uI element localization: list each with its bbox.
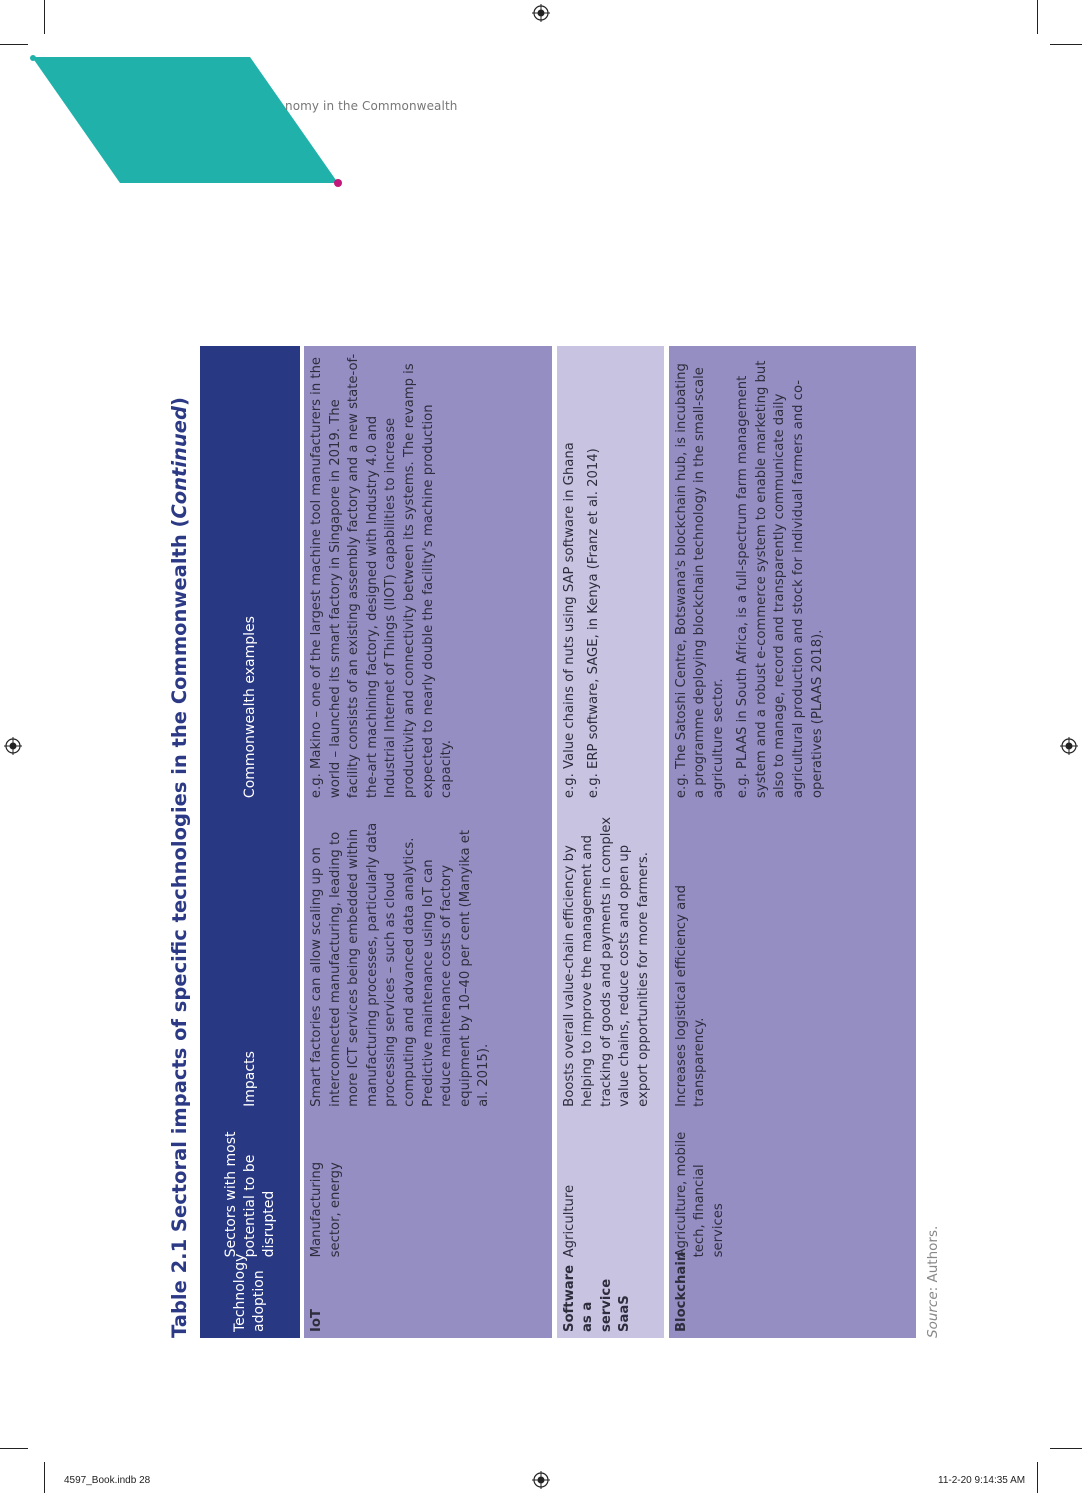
table-row: [666, 346, 918, 1338]
crop-mark: [1050, 44, 1082, 45]
table-row: [302, 346, 554, 1338]
registration-mark-icon: [4, 737, 22, 755]
column-header: Sectors with most potential to be disrupted: [200, 1113, 302, 1264]
print-slug-timestamp: 11-2-20 9:14:35 AM: [938, 1475, 1026, 1486]
table-row: [554, 346, 666, 1338]
example-text: e.g. Value chains of nuts using SAP software in Ghana: [561, 442, 577, 799]
registration-mark-icon: [532, 1471, 550, 1489]
examples-cell: [302, 346, 554, 804]
crop-mark: [1037, 0, 1038, 34]
impacts-cell: Smart factories can allow scaling up on interconnected manufacturing, leading to more ICT services being embedded within manufacturing processes, particularly data processing services – such as cloud computing and advanced data analytics. Predictive maintenance using IoT can reduce maintenance costs of factory equipment by 10–40 per cent (Manyika et al. 2015).: [302, 804, 554, 1113]
crop-mark: [0, 1448, 28, 1449]
table-caption: Table 2.1 Sectoral impacts of specific technologies in the Commonwealth (Continued): [168, 397, 191, 1338]
impacts-cell: Increases logistical efficiency and transparency.: [666, 804, 918, 1113]
sectors-cell: Agriculture: [554, 1113, 666, 1264]
table-header-row: [200, 346, 302, 1338]
crop-mark: [1037, 1462, 1038, 1493]
impacts-cell: Boosts overall value-chain efficiency by helping to improve the management and tracking of goods and payments in complex value chains, reduce costs and open up export opportunities for more farmers.: [554, 804, 666, 1113]
examples-cell: [554, 346, 666, 804]
technology-cell: IoT: [302, 1263, 554, 1338]
example-text: e.g. The Satoshi Centre, Botswana's blockchain hub, is incubating a programme deploying blockchain technology in the small-scale agriculture sector.: [673, 363, 726, 799]
examples-cell: [666, 346, 918, 804]
crop-mark: [44, 1462, 45, 1493]
column-header: Commonwealth examples: [200, 346, 302, 804]
column-header: Technology adoption: [200, 1263, 302, 1338]
rotated-table-block: [160, 346, 941, 1338]
column-header: Impacts: [200, 804, 302, 1113]
print-slug-file: 4597_Book.indb 28: [64, 1475, 151, 1486]
example-text: e.g. PLAAS in South Africa, is a full-spectrum farm management system and a robust e-commerce system to enable marketing but also to manage, record and transparently communicate daily agricultural production and stock for individual farmers and co-operatives (PLAAS 2018).: [735, 360, 825, 799]
technology-cell: Software as a service SaaS: [554, 1263, 666, 1338]
crop-mark: [1050, 1448, 1082, 1449]
sectors-cell: Agriculture, mobile tech, financial services: [666, 1113, 918, 1264]
sectoral-impacts-table: [200, 346, 921, 1338]
table-source: Source: Authors.: [924, 1225, 941, 1338]
example-text: e.g. Makino – one of the largest machine tool manufacturers in the world – launched its smart factory in Singapore in 2019. The facility consists of an existing assembly factory and a new state-of-the-art machining factory, designed with Industry 4.0 and Industrial Internet of Things (IIOT) capabilities to increase productivity and connectivity between its systems. The revamp is expected to nearly double the facility's machine production capacity.: [309, 353, 455, 799]
example-text: e.g. ERP software, SAGE, in Kenya (Franz et al. 2014): [586, 448, 602, 799]
registration-mark-icon: [532, 4, 550, 22]
running-header: nomy in the Commonwealth: [285, 99, 458, 113]
registration-mark-icon: [1060, 737, 1078, 755]
sectors-cell: Manufacturing sector, energy: [302, 1113, 554, 1264]
technology-cell: Blockchain: [666, 1263, 918, 1338]
